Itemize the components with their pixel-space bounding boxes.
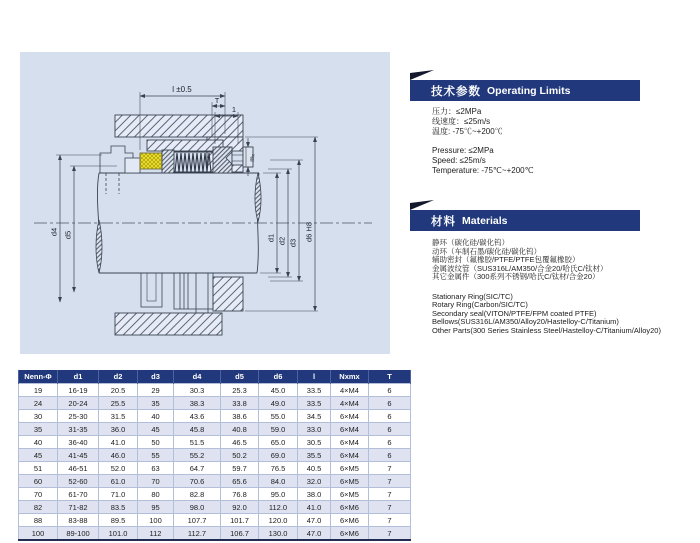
- spec-line: 温度: -75℃~+200℃: [432, 127, 503, 136]
- table-cell: 46.5: [221, 436, 259, 449]
- table-cell: 38.6: [221, 410, 259, 423]
- stationary-ring: [162, 150, 174, 173]
- table-cell: 45.8: [174, 423, 221, 436]
- table-cell: 33.8: [221, 397, 259, 410]
- sleeve-step: [125, 158, 140, 173]
- dim-label-d2: d2: [277, 236, 287, 246]
- table-cell: 6: [369, 397, 411, 410]
- table-cell: 30: [19, 410, 58, 423]
- flag-decoration: [410, 70, 434, 80]
- table-cell: 6: [369, 423, 411, 436]
- table-cell: 34.5: [298, 410, 331, 423]
- table-cell: 59.7: [221, 462, 259, 475]
- table-cell: 70: [19, 488, 58, 501]
- table-cell: 40.5: [298, 462, 331, 475]
- table-cell: 61-70: [58, 488, 99, 501]
- table-cell: 6×M6: [331, 501, 369, 514]
- table-cell: 6×M4: [331, 436, 369, 449]
- table-cell: 7: [369, 501, 411, 514]
- table-cell: 38.3: [174, 397, 221, 410]
- table-cell: 70.6: [174, 475, 221, 488]
- dim-label-length: l ±0.5: [172, 85, 192, 94]
- table-cell: 76.5: [259, 462, 298, 475]
- table-cell: 69.0: [259, 449, 298, 462]
- table-cell: 49.0: [259, 397, 298, 410]
- table-cell: 71-82: [58, 501, 99, 514]
- table-cell: 82: [19, 501, 58, 514]
- table-row: [19, 423, 411, 436]
- table-cell: 40: [19, 436, 58, 449]
- material-line: 辅助密封（氟橡胶/PTFE/PTFE包覆氟橡胶）: [432, 255, 580, 264]
- table-cell: 47.0: [298, 514, 331, 527]
- table-cell: 70: [138, 475, 174, 488]
- table-cell: 63: [138, 462, 174, 475]
- materials-specs-zh: [432, 239, 700, 282]
- table-cell: 35: [138, 397, 174, 410]
- table-cell: 112.0: [259, 501, 298, 514]
- section-title-zh: 材料: [431, 215, 456, 228]
- table-row: [19, 436, 411, 449]
- table-row: [19, 514, 411, 527]
- table-cell: 76.8: [221, 488, 259, 501]
- material-line: Bellows(SUS316L/AM350/Alloy20/Hastelloy-C/Titanium): [432, 317, 619, 326]
- table-cell: 50: [138, 436, 174, 449]
- table-cell: 32.0: [298, 475, 331, 488]
- table-cell: 40: [138, 410, 174, 423]
- table-row: [19, 449, 411, 462]
- table-cell: 83-88: [58, 514, 99, 527]
- dim-label-1: 1: [231, 105, 237, 114]
- table-row: [19, 462, 411, 475]
- table-row: [19, 384, 411, 397]
- table-cell: 98.0: [174, 501, 221, 514]
- table-cell: 106.7: [221, 527, 259, 541]
- table-cell: 25.3: [221, 384, 259, 397]
- table-cell: 25-30: [58, 410, 99, 423]
- spec-line: 压力：≤2MPa: [432, 107, 482, 116]
- table-cell: 7: [369, 527, 411, 541]
- table-cell: 25.5: [99, 397, 138, 410]
- table-cell: 4×M4: [331, 384, 369, 397]
- table-cell: 89-100: [58, 527, 99, 541]
- dim-label-d3: d3: [288, 238, 298, 248]
- table-cell: 95: [138, 501, 174, 514]
- table-cell: 20.5: [99, 384, 138, 397]
- dim-label-d5: d5: [63, 230, 73, 240]
- column-header: d5: [221, 370, 259, 384]
- table-cell: 55.2: [174, 449, 221, 462]
- materials-section: [410, 200, 700, 335]
- table-cell: 30.3: [174, 384, 221, 397]
- table-cell: 64.7: [174, 462, 221, 475]
- table-cell: 7: [369, 514, 411, 527]
- table-cell: 46-51: [58, 462, 99, 475]
- column-header: d6: [259, 370, 298, 384]
- table-cell: 112.7: [174, 527, 221, 541]
- material-line: 静环（碳化硅/碳化钨）: [432, 238, 510, 247]
- material-line: Other Parts(300 Series Stainless Steel/Hastelloy-C/Titanium/Alloy20): [432, 325, 661, 335]
- table-cell: 52-60: [58, 475, 99, 488]
- table-cell: 20-24: [58, 397, 99, 410]
- section-title-en: Materials: [462, 214, 508, 227]
- table-cell: 65.0: [259, 436, 298, 449]
- table-cell: 45: [19, 449, 58, 462]
- table-cell: 33.5: [298, 397, 331, 410]
- spec-line: Pressure: ≤2MPa: [432, 146, 494, 155]
- material-line: Secondary seal(VITON/PTFE/FPM coated PTFE): [432, 308, 597, 318]
- table-cell: 24: [19, 397, 58, 410]
- table-cell: 6×M4: [331, 410, 369, 423]
- spec-line: 线速度：≤25m/s: [432, 117, 491, 126]
- table-cell: 88: [19, 514, 58, 527]
- table-cell: 6×M6: [331, 527, 369, 541]
- section-title-zh: 技术参数: [431, 85, 481, 98]
- table-cell: 59.0: [259, 423, 298, 436]
- table-cell: 80: [138, 488, 174, 501]
- spec-line: Temperature: -75℃~+200℃: [432, 166, 534, 175]
- table-row: [19, 475, 411, 488]
- section-title-en: Operating Limits: [487, 84, 571, 97]
- dim-label-m: mₓ: [249, 154, 256, 162]
- table-cell: 61.0: [99, 475, 138, 488]
- table-cell: 112: [138, 527, 174, 541]
- table-cell: 60: [19, 475, 58, 488]
- table-cell: 89.5: [99, 514, 138, 527]
- table-cell: 51: [19, 462, 58, 475]
- elastomer-seal-yellow: [140, 153, 162, 169]
- lower-section-parts: [141, 273, 213, 313]
- table-cell: 55.0: [259, 410, 298, 423]
- dim-label-d1: d1: [266, 233, 276, 243]
- table-cell: 6: [369, 384, 411, 397]
- table-cell: 55: [138, 449, 174, 462]
- table-cell: 4×M4: [331, 397, 369, 410]
- table-row: [19, 488, 411, 501]
- table-cell: 95.0: [259, 488, 298, 501]
- column-header: d4: [174, 370, 221, 384]
- dim-label-T: T: [214, 96, 220, 105]
- materials-header: [410, 210, 640, 231]
- table-cell: 7: [369, 475, 411, 488]
- column-header: l: [298, 370, 331, 384]
- table-cell: 19: [19, 384, 58, 397]
- table-cell: 45: [138, 423, 174, 436]
- table-cell: 40.8: [221, 423, 259, 436]
- materials-specs-en: [432, 293, 700, 336]
- column-header: T: [369, 370, 411, 384]
- table-cell: 7: [369, 488, 411, 501]
- table-cell: 101.0: [99, 527, 138, 541]
- table-cell: 83.5: [99, 501, 138, 514]
- table-cell: 130.0: [259, 527, 298, 541]
- table-body: [19, 384, 411, 541]
- table-cell: 41.0: [298, 501, 331, 514]
- table-cell: 33.0: [298, 423, 331, 436]
- flag-decoration: [410, 200, 434, 210]
- table-cell: 82.8: [174, 488, 221, 501]
- table-cell: 30.5: [298, 436, 331, 449]
- table-cell: 92.0: [221, 501, 259, 514]
- column-header: Nxmx: [331, 370, 369, 384]
- table-cell: 101.7: [221, 514, 259, 527]
- table-cell: 31.5: [99, 410, 138, 423]
- operating-limits-section: [410, 70, 700, 176]
- table-cell: 51.5: [174, 436, 221, 449]
- table-cell: 100: [19, 527, 58, 541]
- table-row: [19, 410, 411, 423]
- table-cell: 52.0: [99, 462, 138, 475]
- table-cell: 50.2: [221, 449, 259, 462]
- table-cell: 65.6: [221, 475, 259, 488]
- table-cell: 6×M4: [331, 423, 369, 436]
- table-row: [19, 397, 411, 410]
- drawing-svg: [20, 52, 390, 354]
- table-cell: 16-19: [58, 384, 99, 397]
- table-cell: 35: [19, 423, 58, 436]
- table-cell: 38.0: [298, 488, 331, 501]
- table-cell: 6×M5: [331, 462, 369, 475]
- table-cell: 35.5: [298, 449, 331, 462]
- seal-cross-section-drawing: [20, 52, 390, 354]
- dim-label-d6: d6 H8: [304, 221, 314, 243]
- operating-specs-en: [432, 146, 700, 176]
- table-cell: 6: [369, 449, 411, 462]
- table-cell: 41-45: [58, 449, 99, 462]
- table-cell: 7: [369, 462, 411, 475]
- table-cell: 41.0: [99, 436, 138, 449]
- table-cell: 36-40: [58, 436, 99, 449]
- table-cell: 33.5: [298, 384, 331, 397]
- material-line: 动环（车制石墨/碳化硅/碳化钨）: [432, 246, 542, 256]
- material-line: 金属波纹管（SUS316L/AM350/合金20/哈氏C/钛材）: [432, 263, 608, 273]
- dimension-table: [18, 370, 411, 541]
- table-cell: 120.0: [259, 514, 298, 527]
- table-cell: 84.0: [259, 475, 298, 488]
- table-cell: 6×M6: [331, 514, 369, 527]
- table-cell: 6: [369, 436, 411, 449]
- table-cell: 6×M5: [331, 475, 369, 488]
- dim-label-d4: d4: [49, 227, 59, 237]
- table-cell: 36.0: [99, 423, 138, 436]
- table-cell: 6×M4: [331, 449, 369, 462]
- table-cell: 71.0: [99, 488, 138, 501]
- table-cell: 100: [138, 514, 174, 527]
- table-cell: 45.0: [259, 384, 298, 397]
- table-row: [19, 527, 411, 541]
- material-line: Rotary Ring(Carbon/SIC/TC): [432, 300, 528, 309]
- table-cell: 29: [138, 384, 174, 397]
- table-cell: 107.7: [174, 514, 221, 527]
- table-header-row: [19, 370, 411, 384]
- material-line: Stationary Ring(SIC/TC): [432, 291, 513, 301]
- table-cell: 47.0: [298, 527, 331, 541]
- spec-line: Speed: ≤25m/s: [432, 156, 486, 165]
- column-header: Nenn-Φ: [19, 370, 58, 384]
- column-header: d3: [138, 370, 174, 384]
- operating-limits-header: [410, 80, 640, 101]
- table-cell: 6: [369, 410, 411, 423]
- table-cell: 31-35: [58, 423, 99, 436]
- material-line: 其它金属件（300系列不锈钢/哈氏C/钛材/合金20）: [432, 272, 600, 281]
- table-cell: 46.0: [99, 449, 138, 462]
- operating-specs-zh: [432, 107, 700, 137]
- table-cell: 6×M5: [331, 488, 369, 501]
- column-header: d2: [99, 370, 138, 384]
- table-cell: 43.6: [174, 410, 221, 423]
- column-header: d1: [58, 370, 99, 384]
- table-row: [19, 501, 411, 514]
